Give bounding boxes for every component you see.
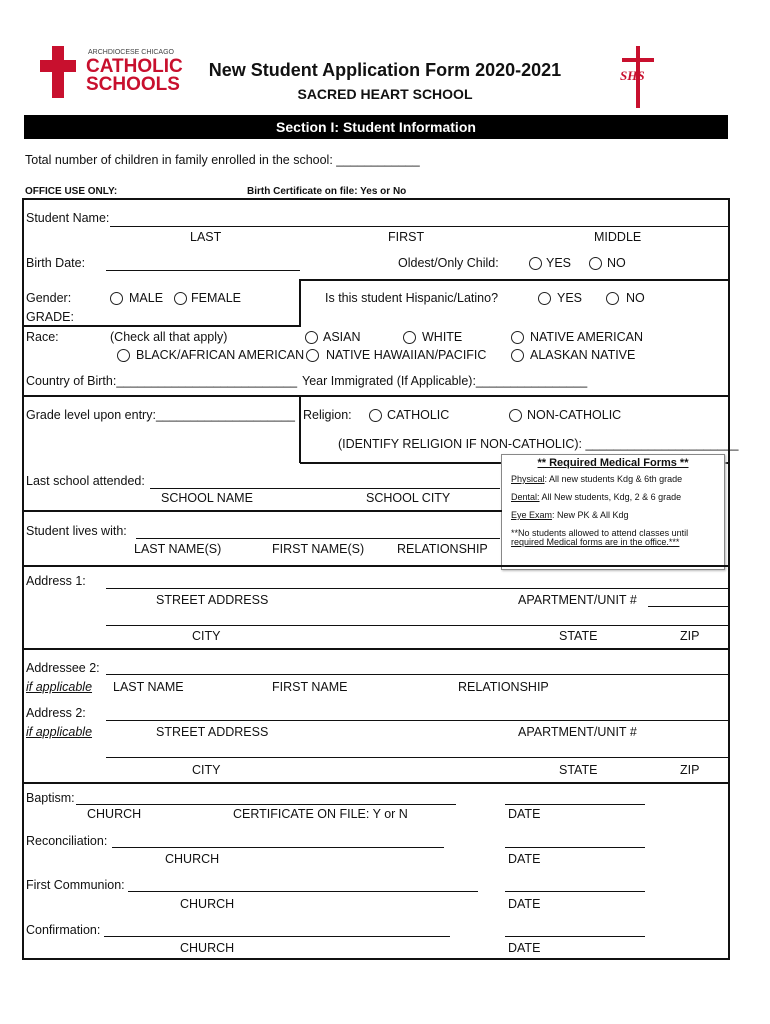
address2-city-label: CITY <box>192 763 221 777</box>
oldest-child-label: Oldest/Only Child: <box>398 256 499 270</box>
confirmation-church-label: CHURCH <box>180 941 235 955</box>
medical-forms-box <box>501 454 725 570</box>
non-catholic-label: NON-CATHOLIC <box>527 408 622 422</box>
divider <box>300 279 728 281</box>
logo-line2: CATHOLIC <box>86 56 183 77</box>
baptism-date-label: DATE <box>508 807 541 821</box>
gender-label: Gender: <box>26 291 72 305</box>
apt-label: APARTMENT/UNIT # <box>518 593 637 607</box>
race-label: Race: <box>26 330 59 344</box>
medical-note-1: **No students allowed to attend classes until <box>511 528 689 538</box>
state-label: STATE <box>559 629 598 643</box>
address1-apt-line[interactable] <box>648 606 728 607</box>
first-communion-label: First Communion: <box>26 878 125 892</box>
non-catholic-radio[interactable] <box>509 409 522 422</box>
logo-line3: SCHOOLS <box>86 74 180 95</box>
female-label: FEMALE <box>191 291 242 305</box>
white-checkbox[interactable] <box>403 331 416 344</box>
grade-entry-field[interactable]: Grade level upon entry:____________________ <box>26 408 295 422</box>
address2-if-applicable: if applicable <box>26 725 93 739</box>
student-name-line[interactable] <box>110 226 728 227</box>
grade-label: GRADE: <box>26 310 74 324</box>
catholic-radio[interactable] <box>369 409 382 422</box>
asian-checkbox[interactable] <box>305 331 318 344</box>
white-label: WHITE <box>422 330 463 344</box>
shs-logo-text: SHS <box>620 68 645 83</box>
hispanic-label: Is this student Hispanic/Latino? <box>325 291 499 305</box>
physical-text: : All new students Kdg & 6th grade <box>544 474 683 484</box>
hawaiian-label: NATIVE HAWAIIAN/PACIFIC <box>326 348 487 362</box>
reconciliation-line[interactable] <box>112 847 444 848</box>
addressee2-last-label: LAST NAME <box>113 680 184 694</box>
confirmation-date-line[interactable] <box>505 936 645 937</box>
baptism-line[interactable] <box>76 804 456 805</box>
children-count-field[interactable]: Total number of children in family enrolled in the school: ____________ <box>25 153 420 167</box>
reconciliation-church-label: CHURCH <box>165 852 220 866</box>
last-school-line[interactable] <box>150 488 500 489</box>
school-name-label: SCHOOL NAME <box>161 491 253 505</box>
divider <box>24 510 502 512</box>
addressee2-relationship-label: RELATIONSHIP <box>458 680 549 694</box>
alaskan-label: ALASKAN NATIVE <box>530 348 636 362</box>
catholic-label: CATHOLIC <box>387 408 450 422</box>
oldest-no-label: NO <box>607 256 626 270</box>
eye-text: : New PK & All Kdg <box>552 510 629 520</box>
hispanic-no-radio[interactable] <box>606 292 619 305</box>
first-communion-line[interactable] <box>128 891 478 892</box>
confirmation-line[interactable] <box>104 936 450 937</box>
check-all-label: (Check all that apply) <box>110 330 228 344</box>
last-school-label: Last school attended: <box>26 474 145 488</box>
divider <box>24 395 728 397</box>
confirmation-date-label: DATE <box>508 941 541 955</box>
divider <box>24 648 728 650</box>
alaskan-checkbox[interactable] <box>511 349 524 362</box>
address1-street-line[interactable] <box>106 588 728 589</box>
first-communion-date-label: DATE <box>508 897 541 911</box>
address1-label: Address 1: <box>26 574 86 588</box>
logo-line1: ARCHDIOCESE CHICAGO <box>88 49 174 56</box>
divider-vertical <box>299 279 301 325</box>
divider <box>24 782 728 784</box>
address2-label: Address 2: <box>26 706 86 720</box>
section-header-bar <box>24 115 728 139</box>
student-name-label: Student Name: <box>26 211 110 225</box>
eye-label: Eye Exam <box>511 510 553 520</box>
address2-street-label: STREET ADDRESS <box>156 725 269 739</box>
male-label: MALE <box>129 291 164 305</box>
identify-religion-field[interactable]: (IDENTIFY RELIGION IF NON-CATHOLIC): ______________________ <box>338 437 739 451</box>
male-radio[interactable] <box>110 292 123 305</box>
form-box <box>22 198 730 960</box>
baptism-church-label: CHURCH <box>87 807 142 821</box>
addressee2-first-label: FIRST NAME <box>272 680 348 694</box>
eye-line <box>511 510 629 520</box>
reconciliation-date-label: DATE <box>508 852 541 866</box>
religion-label: Religion: <box>303 408 352 422</box>
black-label: BLACK/AFRICAN AMERICAN <box>136 348 305 362</box>
office-use-label: OFFICE USE ONLY: <box>25 186 118 197</box>
country-birth-field[interactable]: Country of Birth:__________________________ <box>26 374 298 388</box>
divider-vertical <box>299 395 301 463</box>
addressee2-label: Addressee 2: <box>26 661 100 675</box>
dental-label: Dental: <box>511 492 540 502</box>
section-title: Section I: Student Information <box>276 119 476 135</box>
female-radio[interactable] <box>174 292 187 305</box>
hispanic-no-label: NO <box>626 291 645 305</box>
oldest-no-radio[interactable] <box>589 257 602 270</box>
address2-apt-label: APARTMENT/UNIT # <box>518 725 637 739</box>
baptism-certificate-label: CERTIFICATE ON FILE: Y or N <box>233 807 408 821</box>
asian-label: ASIAN <box>323 330 361 344</box>
baptism-date-line[interactable] <box>505 804 645 805</box>
addressee2-line[interactable] <box>106 674 728 675</box>
first-label: FIRST <box>388 230 425 244</box>
relationship-label: RELATIONSHIP <box>397 542 488 556</box>
street-label: STREET ADDRESS <box>156 593 269 607</box>
first-communion-church-label: CHURCH <box>180 897 235 911</box>
medical-title: ** Required Medical Forms ** <box>537 457 689 469</box>
oldest-yes-label: YES <box>546 256 572 270</box>
school-city-label: SCHOOL CITY <box>366 491 451 505</box>
school-name: SACRED HEART SCHOOL <box>297 86 473 102</box>
dental-line <box>511 492 681 502</box>
city-label: CITY <box>192 629 221 643</box>
middle-label: MIDDLE <box>594 230 642 244</box>
shs-logo <box>618 46 658 108</box>
black-checkbox[interactable] <box>117 349 130 362</box>
address2-state-label: STATE <box>559 763 598 777</box>
zip-label: ZIP <box>680 629 700 643</box>
first-names-label: FIRST NAME(S) <box>272 542 365 556</box>
address2-city-line[interactable] <box>106 757 728 758</box>
last-label: LAST <box>190 230 222 244</box>
birth-date-label: Birth Date: <box>26 256 86 270</box>
baptism-label: Baptism: <box>26 791 75 805</box>
divider <box>24 325 301 327</box>
last-names-label: LAST NAME(S) <box>134 542 222 556</box>
physical-label: Physical <box>511 474 545 484</box>
confirmation-label: Confirmation: <box>26 923 101 937</box>
address1-city-line[interactable] <box>106 625 728 626</box>
reconciliation-date-line[interactable] <box>505 847 645 848</box>
birth-date-line[interactable] <box>106 270 300 271</box>
native-american-label: NATIVE AMERICAN <box>530 330 643 344</box>
hawaiian-checkbox[interactable] <box>306 349 319 362</box>
lives-with-label: Student lives with: <box>26 524 127 538</box>
medical-note-2: required Medical forms are in the office.*** <box>511 537 680 547</box>
address2-street-line[interactable] <box>106 720 728 721</box>
divider <box>24 565 728 567</box>
dental-text: All New students, Kdg, 2 & 6 grade <box>539 492 682 502</box>
first-communion-date-line[interactable] <box>505 891 645 892</box>
birth-cert-label: Birth Certificate on file: Yes or No <box>247 186 407 197</box>
native-american-checkbox[interactable] <box>511 331 524 344</box>
oldest-yes-radio[interactable] <box>529 257 542 270</box>
address2-zip-label: ZIP <box>680 763 700 777</box>
year-immigrated-field[interactable]: Year Immigrated (If Applicable):________________ <box>302 374 588 388</box>
reconciliation-label: Reconciliation: <box>26 834 108 848</box>
lives-with-line[interactable] <box>136 538 500 539</box>
addressee2-if-applicable: if applicable <box>26 680 93 694</box>
form-title: New Student Application Form 2020-2021 <box>208 60 562 80</box>
physical-line <box>511 474 682 484</box>
hispanic-yes-label: YES <box>557 291 583 305</box>
hispanic-yes-radio[interactable] <box>538 292 551 305</box>
